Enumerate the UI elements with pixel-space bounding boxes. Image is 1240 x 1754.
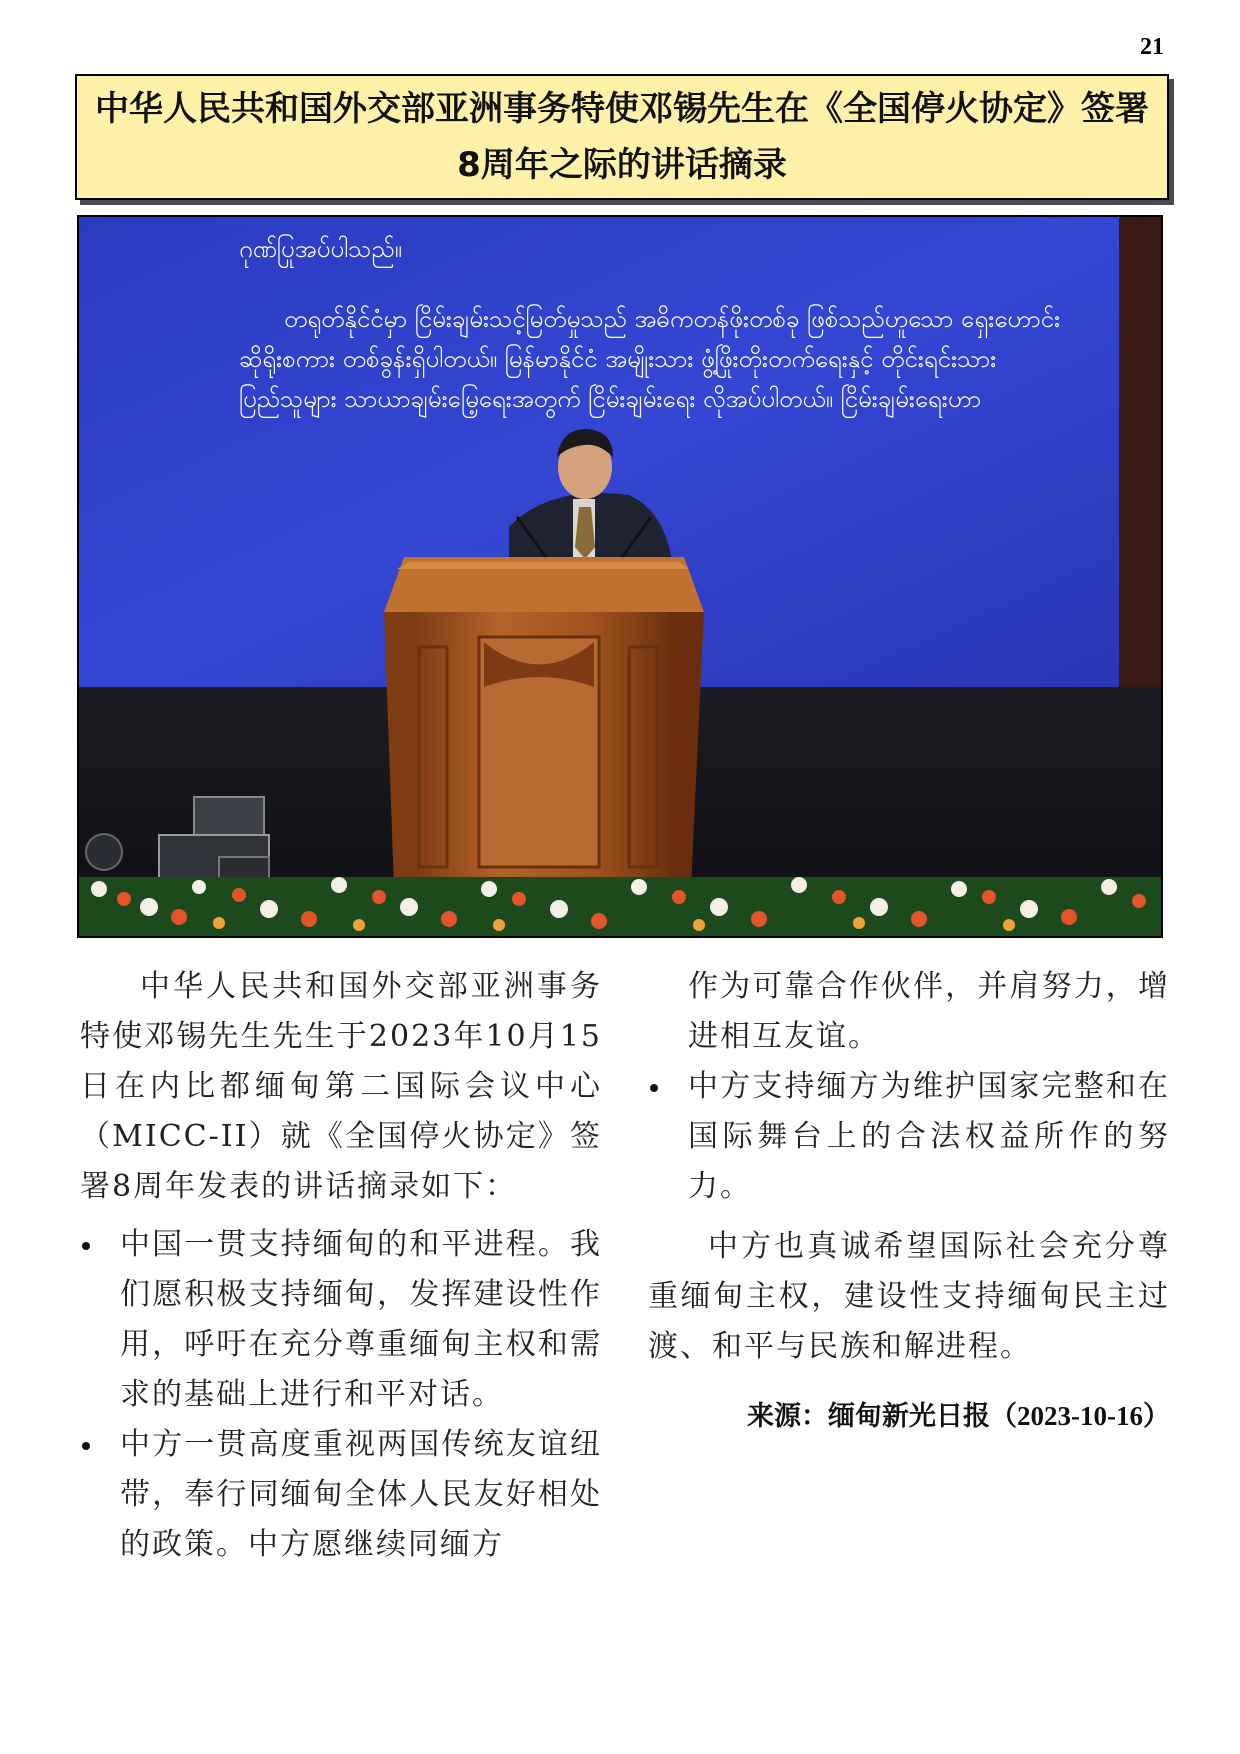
- intro-paragraph: 中华人民共和国外交部亚洲事务特使邓锡先生先生于2023年10月15日在内比都缅甸第二国际会议中心（MICC-II）就《全国停火协定》签署8周年发表的讲话摘录如下：: [80, 969, 602, 1204]
- column-right: [648, 962, 1170, 1433]
- bullet-text-2a: 中方一贯高度重视两国传统友谊纽带，奉行同缅甸全体人民友好相处的政策。中方愿继续同缅方: [120, 1427, 602, 1562]
- page-title: 中华人民共和国外交部亚洲事务特使邓锡先生在《全国停火协定》签署8周年之际的讲话摘录: [95, 89, 1149, 185]
- flower-arrangement: [79, 877, 1161, 936]
- key-points-list-continued: [648, 962, 1170, 1212]
- screen-line-3: ဆိုရိုးစကား တစ်ခွန်းရှိပါတယ်။ မြန်မာနိုင်ငံ အမျိုးသား ဖွံ့ဖြိုးတိုးတက်ရေးနှင့် တိုင်းရင်းသား: [239, 345, 997, 373]
- bullet-icon: [82, 1442, 90, 1450]
- speech-photo-illustration: [79, 217, 1161, 936]
- title-box: [75, 74, 1169, 200]
- bullet-icon: [650, 1084, 658, 1092]
- column-left: [80, 962, 602, 1570]
- screen-line-4: ပြည်သူများ သာယာချမ်းမြေ့ရေးအတွက် ငြိမ်းချမ်းရေး လိုအပ်ပါတယ်။ ငြိမ်းချမ်းရေးဟာ: [239, 385, 982, 413]
- screen-line-1: ဂုဏ်ပြုအပ်ပါသည်။: [239, 235, 402, 263]
- page-number: 21: [1140, 34, 1164, 60]
- list-item-continued: [648, 962, 1170, 1062]
- curtain-right: [1119, 217, 1161, 757]
- bullet-text-2b: 作为可靠合作伙伴，并肩努力，增进相互友谊。: [688, 969, 1170, 1054]
- list-item: [80, 1420, 602, 1570]
- closing-paragraph: 中方也真诚希望国际社会充分尊重缅甸主权，建设性支持缅甸民主过渡、和平与民族和解进程。: [648, 1229, 1170, 1364]
- bullet-icon: [82, 1242, 90, 1250]
- bullet-text-3: 中方支持缅方为维护国家完整和在国际舞台上的合法权益所作的努力。: [688, 1069, 1170, 1204]
- screen-line-2: တရုတ်နိုင်ငံမှာ ငြိမ်းချမ်းသင့်မြတ်မှုသည် အဓိကတန်ဖိုးတစ်ခု ဖြစ်သည်ဟူသော ရှေးဟောင်း: [284, 305, 1061, 333]
- speech-photo: [77, 215, 1163, 938]
- key-points-list: [80, 1220, 602, 1570]
- list-item: [80, 1220, 602, 1420]
- list-item: [648, 1062, 1170, 1212]
- podium: [384, 557, 704, 887]
- source-citation: 来源：缅甸新光日报（2023-10-16）: [747, 1401, 1170, 1431]
- bullet-text-1: 中国一贯支持缅甸的和平进程。我们愿积极支持缅甸，发挥建设性作用，呼吁在充分尊重缅甸主权和需求的基础上进行和平对话。: [120, 1227, 602, 1412]
